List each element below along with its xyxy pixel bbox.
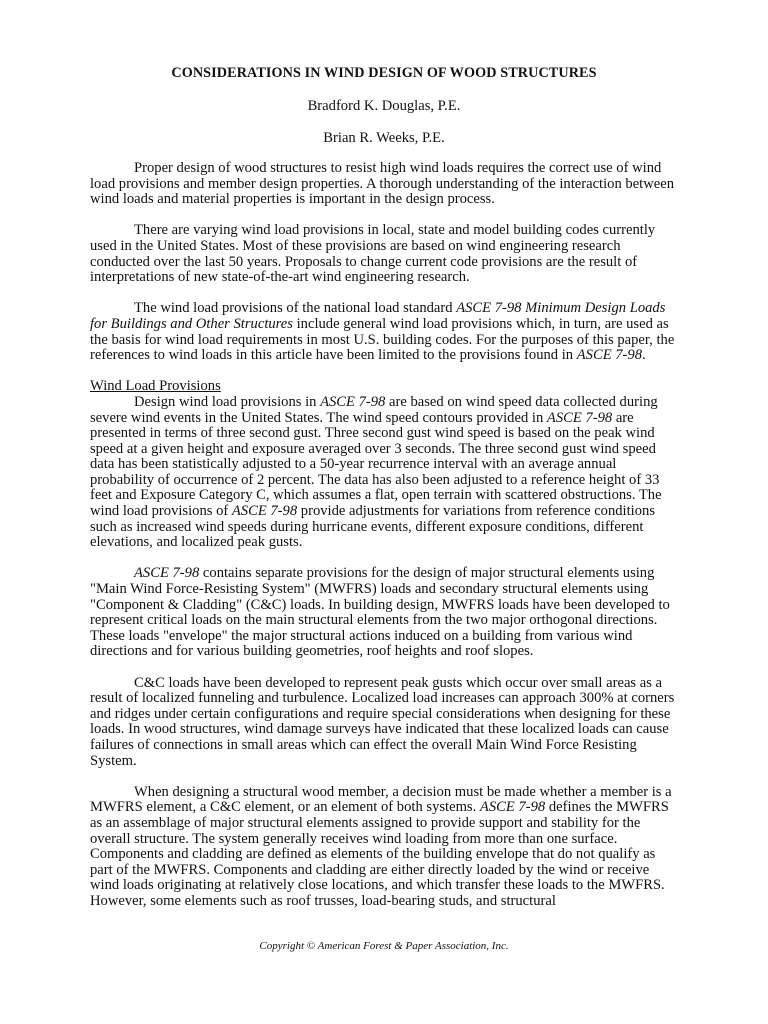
paragraph-7 xyxy=(90,785,680,910)
standard-reference: ASCE 7-98 xyxy=(576,347,643,364)
paragraph-2: There are varying wind load provisions in local, state and model building codes currently used in the United States. Most of these provisions are based on wind engineering research conducted over the last 50 years. Proposals to change current code provisions are the result of interpretations of new state-of-the-art wind engineering research. xyxy=(90,222,656,286)
paragraph-7-text-2: defines the MWFRS as an assemblage of major structural elements assigned to provide support and stability for the overall structure. The system generally receives wind loading from more than one surface. Components and cladding are defined as elements of the building envelope that do not qualify as part of the MWFRS. Components and cladding are either directly loaded by the wind or receive wind loads originating at relatively close locations, and which transfer these loads to the MWFRS. However, some elements such as roof trusses, load-bearing studs, and structural xyxy=(90,799,669,909)
standard-reference: ASCE 7-98 xyxy=(231,503,298,520)
paragraph-4-text-4: provide adjustments for variations from reference conditions such as increased wind speeds during hurricane events, different exposure conditions, different elevations, and localized peak gusts. xyxy=(90,503,655,551)
paragraph-4-text-2: are based on wind speed data collected during severe wind events in the United States. The wind speed contours provided in xyxy=(90,393,658,426)
document-title: CONSIDERATIONS IN WIND DESIGN OF WOOD STRUCTURES xyxy=(171,65,597,81)
standard-reference: ASCE 7-98 xyxy=(479,799,546,816)
document-body xyxy=(90,161,680,925)
paragraph-6: C&C loads have been developed to represent peak gusts which occur over small areas as a result of localized funneling and turbulence. Localized load increases can approach 300% at corners and ridges under certain configurations and require special considerations when designing for these loads. In wood structures, wind damage surveys have indicated that these localized loads can cause failures of connections in small areas which can effect the overall Main Wind Force Resisting System. xyxy=(90,674,675,769)
paragraph-3-text-2: include general wind load provisions which, in turn, are used as the basis for wind load requirements in most U.S. building codes. For the purposes of this paper, the references to wind loads in this article have been limited to the provisions found in xyxy=(90,315,675,364)
author-2: Brian R. Weeks, P.E. xyxy=(323,130,445,146)
paragraph-7-text-1: When designing a structural wood member, a decision must be made whether a member is a MWFRS element, a C&C element, or an element of both systems. xyxy=(90,783,672,816)
paragraph-4-text-3: are presented in terms of three second gust. Three second gust wind speed is based on the peak wind speed at a given height and exposure averaged over 3 seconds. The three second gust wind speed data has been statistically adjusted to a 50-year recurrence interval with an average annual probability of occurrence of 2 percent. The data has also been adjusted to a reference height of 33 feet and Exposure Category C, which assumes a flat, open terrain with scattered obstructions. The wind load provisions of xyxy=(90,409,662,520)
paragraph-3-text-1: The wind load provisions of the national load standard xyxy=(134,300,457,317)
paragraph-4 xyxy=(90,395,680,551)
standard-reference: ASCE 7-98 xyxy=(546,409,613,426)
paragraph-1: Proper design of wood structures to resist high wind loads requires the correct use of wind load provisions and member design properties. A thorough understanding of the interaction between wind loads and material properties is important in the design process. xyxy=(90,160,675,208)
paragraph-5-text-1: contains separate provisions for the design of major structural elements using "Main Wind Force-Resisting System" (MWFRS) loads and secondary structural elements using "Component & Cladding" (C&C) loads. In building design, MWFRS loads have been developed to represent critical loads on the main structural elements from the two major orthogonal directions. These loads "envelope" the major structural actions induced on a building from various wind directions and for various building geometries, roof heights and roof slopes. xyxy=(90,565,670,660)
standard-reference: ASCE 7-98 xyxy=(134,565,200,582)
paragraph-3-text-3: . xyxy=(642,347,646,364)
paragraph-4-text-1: Design wind load provisions in xyxy=(134,393,321,410)
author-1: Bradford K. Douglas, P.E. xyxy=(307,98,461,114)
paragraph-5 xyxy=(90,566,680,660)
standard-reference: ASCE 7-98 xyxy=(320,393,386,410)
copyright-footer: Copyright © American Forest & Paper Association, Inc. xyxy=(259,940,509,952)
paragraph-3 xyxy=(90,301,680,363)
section-heading: Wind Load Provisions xyxy=(90,378,221,395)
standard-title-reference: ASCE 7-98 Minimum Design Loads for Buildings and Other Structures xyxy=(90,300,666,332)
